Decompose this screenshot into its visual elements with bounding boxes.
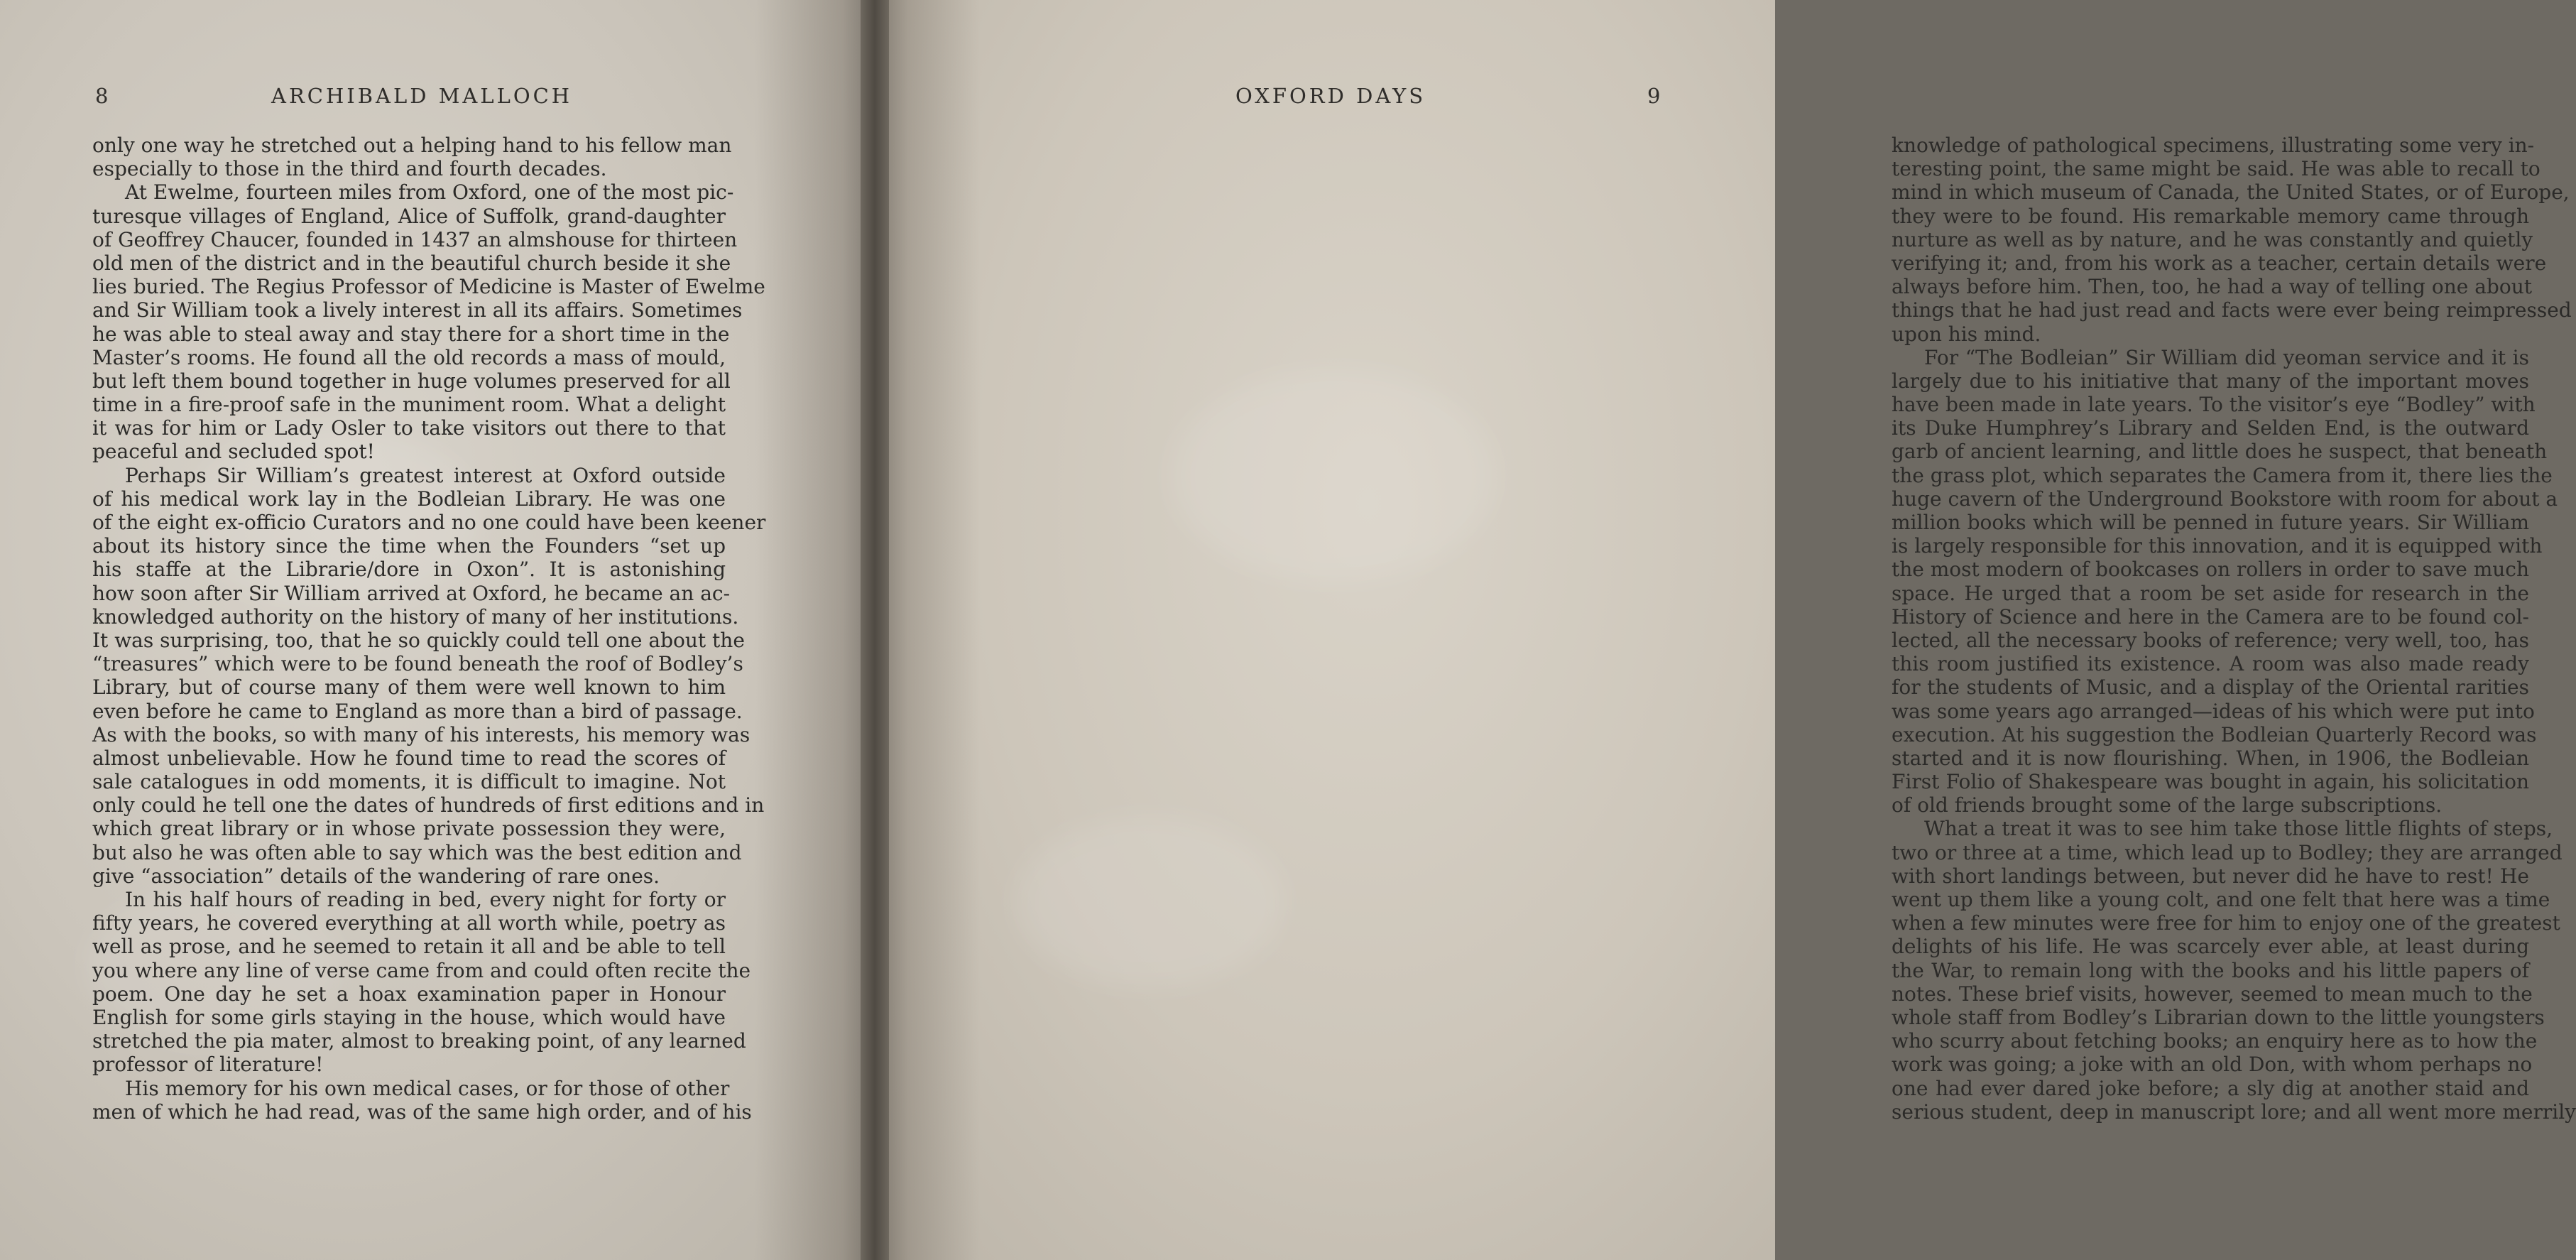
text-line: upon his mind. [1892, 322, 2041, 346]
text-line: only could he tell one the dates of hundreds of first editions and in [92, 793, 765, 818]
text-line: At Ewelme, fourteen miles from Oxford, one of the most pic- [125, 180, 734, 205]
text-line: its Duke Humphrey’s Library and Selden End, is the outward [1892, 416, 2529, 440]
text-line: two or three at a time, which lead up to Bodley; they are arranged [1892, 840, 2563, 864]
text-line: is largely responsible for this innovation, and it is equipped with [1892, 534, 2543, 558]
text-line: largely due to his initiative that many of the important moves [1892, 369, 2529, 393]
text-line: garb of ancient learning, and little does he suspect, that beneath [1892, 440, 2548, 464]
text-line: only one way he stretched out a helping hand to his fellow man [92, 134, 732, 157]
text-line: it was for him or Lady Osler to take visitors out there to that [92, 416, 726, 440]
text-line: As with the books, so with many of his interests, his memory was [92, 722, 751, 746]
left-page [0, 0, 878, 1260]
page-number: 9 [1647, 84, 1661, 108]
text-line: which great library or in whose private possession they were, [92, 817, 726, 841]
text-line: but also he was often able to say which was the best edition and [92, 840, 742, 864]
text-line: work was going; a joke with an old Don, with whom perhaps no [1892, 1053, 2533, 1077]
text-line: one had ever dared joke before; a sly dig at another staid and [1892, 1076, 2529, 1100]
text-line: was some years ago arranged—ideas of his which were put into [1892, 699, 2535, 723]
text-line: mind in which museum of Canada, the United States, or of Europe, [1892, 180, 2570, 205]
page-number: 8 [95, 84, 109, 108]
text-line: delights of his life. He was scarcely ever able, at least during [1892, 935, 2529, 959]
text-line: nurture as well as by nature, and he was constantly and quietly [1892, 227, 2533, 251]
text-line: serious student, deep in manuscript lore; and all went more merrily [1892, 1099, 2576, 1124]
text-line: fifty years, he covered everything at all worth while, poetry as [92, 911, 726, 935]
text-line: about its history since the time when the Founders “set up [92, 534, 726, 558]
text-line: turesque villages of England, Alice of Suffolk, grand-daughter [92, 204, 726, 228]
text-line: and Sir William took a lively interest in all its affairs. Sometimes [92, 298, 743, 322]
text-line: For “The Bodleian” Sir William did yeoman service and it is [1924, 345, 2529, 369]
book-gutter [861, 0, 889, 1260]
text-line: It was surprising, too, that he so quickly could tell one about the [92, 628, 745, 652]
text-line: lies buried. The Regius Professor of Medicine is Master of Ewelme [92, 275, 765, 299]
right-page [872, 0, 2576, 1260]
text-line: His memory for his own medical cases, or for those of other [125, 1076, 730, 1100]
text-line: this room justified its existence. A room was also made ready [1892, 652, 2529, 676]
text-line: for the students of Music, and a display of the Oriental rarities [1892, 675, 2529, 700]
text-line: give “association” details of the wandering of rare ones. [92, 864, 660, 888]
text-line: In his half hours of reading in bed, every night for forty or [125, 888, 726, 911]
text-line: notes. These brief visits, however, seemed to mean much to the [1892, 982, 2533, 1006]
text-line: his staffe at the Librarie/dore in Oxon”. It is astonishing [92, 558, 726, 582]
text-line: poem. One day he set a hoax examination paper in Honour [92, 982, 726, 1006]
text-line: “treasures” which were to be found beneath the roof of Bodley’s [92, 652, 743, 676]
text-line: who scurry about fetching books; an enquiry here as to how the [1892, 1029, 2538, 1053]
text-line: knowledged authority on the history of many of her institutions. [92, 604, 739, 629]
paper-stain [1170, 369, 1497, 582]
text-line: lected, all the necessary books of reference; very well, too, has [1892, 628, 2529, 652]
text-line: million books which will be penned in future years. Sir William [1892, 511, 2529, 534]
text-line: peaceful and secluded spot! [92, 440, 375, 464]
running-head: OXFORD DAYS [1235, 84, 1426, 108]
text-line: Perhaps Sir William’s greatest interest at Oxford outside [125, 463, 726, 487]
text-line: professor of literature! [92, 1053, 324, 1077]
text-line: First Folio of Shakespeare was bought in again, his solicitation [1892, 770, 2529, 794]
body-text [1892, 134, 2576, 1124]
text-line: men of which he had read, was of the same high order, and of his [92, 1099, 752, 1124]
text-line: stretched the pia mater, almost to breaking point, of any learned [92, 1029, 746, 1053]
text-line: sale catalogues in odd moments, it is difficult to imagine. Not [92, 770, 726, 794]
paper-stain [1014, 817, 1284, 987]
text-line: English for some girls staying in the house, which would have [92, 1005, 726, 1029]
text-line: What a treat it was to see him take those little flights of steps, [1924, 817, 2553, 841]
text-line: went up them like a young colt, and one felt that here was a time [1892, 888, 2550, 911]
text-line: when a few minutes were free for him to enjoy one of the greatest [1892, 911, 2560, 935]
text-line: of the eight ex-officio Curators and no one could have been keener [92, 511, 766, 534]
running-head: ARCHIBALD MALLOCH [271, 84, 573, 108]
text-line: started and it is now flourishing. When, in 1906, the Bodleian [1892, 746, 2529, 770]
text-line: execution. At his suggestion the Bodleian Quarterly Record was [1892, 722, 2537, 746]
text-line: the grass plot, which separates the Camera from it, there lies the [1892, 463, 2553, 487]
text-line: of Geoffrey Chaucer, founded in 1437 an almshouse for thirteen [92, 227, 738, 251]
text-line: with short landings between, but never did he have to rest! He [1892, 864, 2529, 888]
text-line: always before him. Then, too, he had a way of telling one about [1892, 275, 2533, 299]
text-line: especially to those in the third and fourth decades. [92, 157, 607, 181]
text-line: huge cavern of the Underground Bookstore with room for about a [1892, 487, 2558, 511]
text-line: the most modern of bookcases on rollers in order to save much [1892, 558, 2529, 582]
text-line: teresting point, the same might be said. He was able to recall to [1892, 157, 2540, 181]
text-line: knowledge of pathological specimens, illustrating some very in- [1892, 134, 2535, 157]
text-line: space. He urged that a room be set aside for research in the [1892, 581, 2529, 605]
text-line: they were to be found. His remarkable memory came through [1892, 204, 2529, 228]
text-line: he was able to steal away and stay there for a short time in the [92, 322, 730, 346]
text-line: things that he had just read and facts were ever being reimpressed [1892, 298, 2572, 322]
text-line: Master’s rooms. He found all the old records a mass of mould, [92, 345, 726, 369]
text-line: the War, to remain long with the books and his little papers of [1892, 958, 2529, 982]
text-line: time in a fire-proof safe in the muniment room. What a delight [92, 393, 726, 417]
text-line: well as prose, and he seemed to retain it all and be able to tell [92, 935, 726, 959]
body-text [92, 134, 766, 1124]
text-line: have been made in late years. To the visitor’s eye “Bodley” with [1892, 393, 2536, 417]
text-line: of his medical work lay in the Bodleian Library. He was one [92, 487, 726, 511]
text-line: Library, but of course many of them were well known to him [92, 675, 726, 700]
text-line: almost unbelievable. How he found time to read the scores of [92, 746, 726, 770]
text-line: but left them bound together in huge volumes preserved for all [92, 369, 731, 393]
text-line: you where any line of verse came from and could often recite the [92, 958, 751, 982]
text-line: whole staff from Bodley’s Librarian down to the little youngsters [1892, 1005, 2545, 1029]
text-line: History of Science and here in the Camera are to be found col- [1892, 604, 2529, 629]
text-line: even before he came to England as more than a bird of passage. [92, 699, 743, 723]
text-line: how soon after Sir William arrived at Oxford, he became an ac- [92, 581, 731, 605]
text-line: old men of the district and in the beautiful church beside it she [92, 251, 731, 275]
text-line: of old friends brought some of the large subscriptions. [1892, 793, 2443, 818]
text-line: verifying it; and, from his work as a teacher, certain details were [1892, 251, 2547, 275]
